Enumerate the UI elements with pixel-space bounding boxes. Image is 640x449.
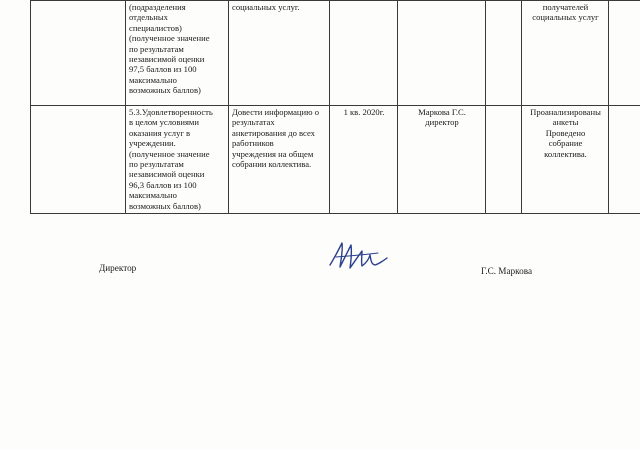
measure-cell — [229, 1, 330, 106]
table-cell-empty — [31, 1, 126, 106]
signer-name: Г.С. Маркова — [481, 266, 533, 276]
criteria-text: 5.3.Удовлетворенность в целом условиями оказания услуг в учреждении. (полученное значение по результатам независимой оценки 96,3 баллов из 100 максимально возможных баллов) — [129, 107, 213, 211]
result-cell — [522, 1, 609, 106]
table-row — [31, 1, 640, 106]
criteria-cell — [126, 1, 229, 106]
term-text: 1 кв. 2020г. — [343, 107, 385, 117]
responsible-cell — [398, 1, 486, 106]
criteria-cell — [126, 106, 229, 214]
table-cell-empty — [486, 1, 522, 106]
measure-cell — [229, 106, 330, 214]
table-cell-empty — [31, 106, 126, 214]
table-row — [31, 106, 640, 214]
result-text: получателей социальных услуг — [532, 2, 599, 23]
result-cell — [522, 106, 609, 214]
measure-text: социальных услуг. — [232, 2, 300, 12]
responsible-cell — [398, 106, 486, 214]
table-cell-empty — [486, 106, 522, 214]
result-text: Проанализированы анкеты Проведено собрание коллектива. — [530, 107, 601, 159]
term-cell — [330, 1, 398, 106]
measure-text: Довести информацию о результатах анкетирования до всех работников учреждения на общем собрании коллектива. — [232, 107, 319, 170]
table-cell-empty — [609, 106, 640, 214]
criteria-text: (подразделения отдельных специалистов) (полученное значение по результатам независимой оценки 97,5 баллов из 100 максимально возможных баллов) — [129, 2, 210, 96]
signer-title: Директор — [99, 263, 137, 273]
measures-table — [30, 0, 640, 214]
term-cell — [330, 106, 398, 214]
table-cell-empty — [609, 1, 640, 106]
responsible-text: Маркова Г.С. директор — [418, 107, 466, 128]
signature-icon — [326, 237, 392, 273]
